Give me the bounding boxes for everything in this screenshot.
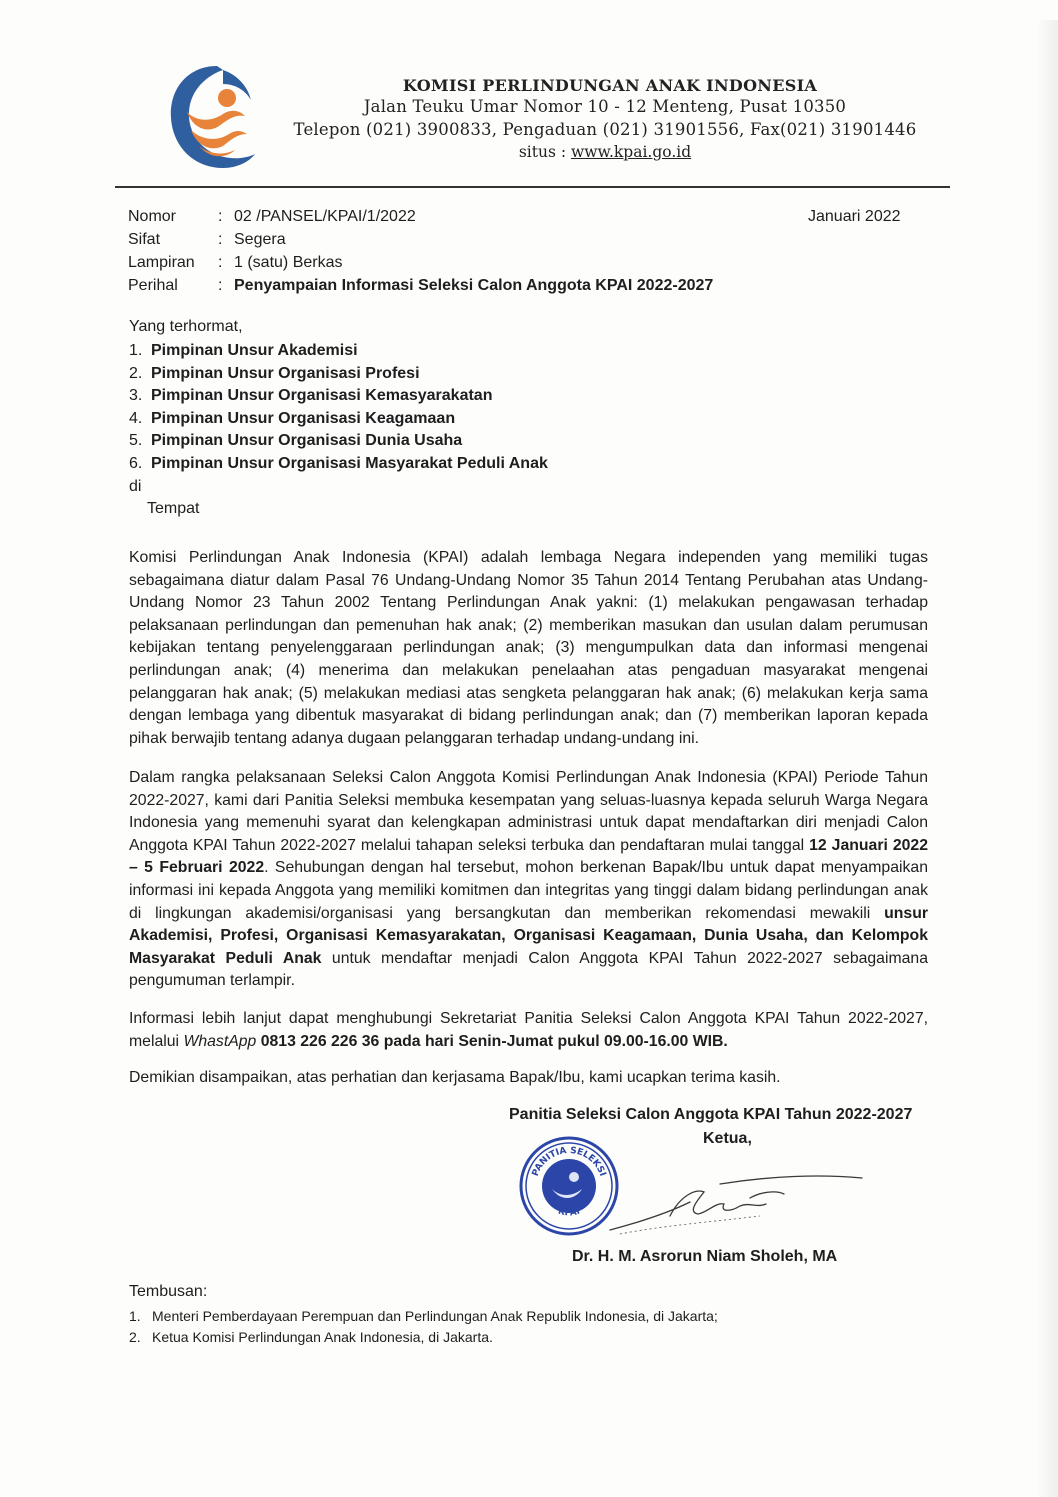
paragraph-text: . Sehubungan dengan hal tersebut, mohon berkenan Bapak/Ibu untuk dapat menyampaikan informasi ini kepada Anggota yang memiliki komitmen dan integritas yang tinggi dalam bidang perlindungan anak di lingkungan akademisi/organisasi yang bersangkutan dan memberikan rekomendasi mewakili [129, 859, 928, 922]
meta-row-nomor [128, 205, 713, 228]
recipient-text: Pimpinan Unsur Organisasi Kemasyarakatan [151, 387, 493, 405]
paragraph-text: untuk mendaftar menjadi Calon Anggota KPAI Tahun 2022-2027 sebagaimana pengumuman terlampir. [129, 949, 928, 990]
meta-value: 02 /PANSEL/KPAI/1/2022 [234, 208, 416, 225]
meta-row-perihal [128, 274, 713, 297]
list-number: 4. [129, 409, 143, 427]
recipient-text: Pimpinan Unsur Organisasi Keagamaan [151, 409, 456, 427]
list-number: 1. [129, 342, 143, 359]
meta-colon: : [218, 254, 223, 271]
handwritten-signature [600, 1172, 870, 1242]
tembusan-list [129, 1306, 718, 1348]
site-link[interactable]: www.kpai.go.id [571, 143, 692, 161]
paragraph-text: Dalam rangka pelaksanaan Seleksi Calon Anggota Komisi Perlindungan Anak Indonesia (KPAI) Periode Tahun 2022-2027, kami dari Panitia Seleksi membuka kesempatan yang seluas-luasnya kepada seluruh Warga Negara Indonesia yang memenuhi syarat dan kelengkapan administrasi untuk dapat mendaftarkan diri menjadi Calon Anggota KPAI Tahun 2022-2027 melalui tahapan seleksi terbuka dan pendaftaran mulai tanggal [129, 769, 928, 854]
meta-value: 1 (satu) Berkas [234, 254, 343, 271]
list-item [129, 1327, 718, 1348]
list-number: 2. [129, 364, 143, 382]
site-label: situs : [518, 143, 567, 161]
list-number: 1. [129, 1308, 141, 1324]
salutation: Yang terhormat, [129, 318, 243, 335]
recipient-text: Pimpinan Unsur Organisasi Dunia Usaha [151, 432, 463, 450]
meta-label: Perihal [128, 277, 178, 294]
meta-label: Nomor [128, 208, 177, 225]
list-item [129, 408, 548, 431]
recipient-list [129, 340, 548, 476]
organization-name: KOMISI PERLINDUNGAN ANAK INDONESIA [402, 76, 818, 95]
closing-paragraph: Demikian disampaikan, atas perhatian dan kerjasama Bapak/Ibu, kami ucapkan terima kasih. [129, 1069, 781, 1086]
list-number: 5. [129, 432, 143, 450]
list-item [129, 363, 548, 386]
letterhead-divider [115, 186, 950, 188]
letter-meta [128, 205, 713, 297]
recipient-text: Pimpinan Unsur Organisasi Masyarakat Peduli Anak [151, 454, 548, 472]
organization-contact: Telepon (021) 3900833, Pengaduan (021) 31901556, Fax(021) 31901446 [293, 120, 917, 139]
whatsapp-label: WhastApp [183, 1032, 257, 1050]
meta-value-subject: Penyampaian Informasi Seleksi Calon Anggota KPAI 2022-2027 [234, 277, 714, 294]
body-paragraph-3 [129, 1008, 928, 1053]
organization-address: Jalan Teuku Umar Nomor 10 - 12 Menteng, Pusat 10350 [363, 97, 847, 116]
contact-hours: 0813 226 226 36 pada hari Senin-Jumat pukul 09.00-16.00 WIB. [256, 1032, 728, 1050]
meta-row-lampiran [128, 251, 713, 274]
organization-site [280, 141, 930, 164]
list-item [129, 340, 548, 363]
meta-value: Segera [234, 231, 286, 248]
meta-colon: : [218, 277, 223, 294]
body-paragraph-2 [129, 767, 928, 993]
list-number: 6. [129, 454, 143, 472]
registration-period: 12 Januari 2022 – 5 Februari 2022 [129, 836, 928, 877]
list-item [129, 453, 548, 476]
tembusan-label: Tembusan: [129, 1283, 208, 1300]
list-item [129, 430, 548, 453]
kpai-logo-icon [165, 60, 257, 175]
paragraph-text: Informasi lebih lanjut dapat menghubungi Sekretariat Panitia Seleksi Calon Anggota KPAI Tahun 2022-2027, melalui [129, 1010, 928, 1050]
di-label: di [129, 478, 142, 495]
signature-role: Ketua, [703, 1130, 752, 1147]
meta-colon: : [218, 231, 223, 248]
recipient-text: Pimpinan Unsur Akademisi [151, 342, 358, 359]
list-number: 3. [129, 387, 143, 405]
meta-label: Lampiran [128, 254, 195, 271]
stamp-text-bottom: KPAI [556, 1206, 582, 1219]
tempat-label: Tempat [147, 500, 200, 517]
signature-committee: Panitia Seleksi Calon Anggota KPAI Tahun 2022-2027 [509, 1106, 913, 1123]
body-paragraph-1: Komisi Perlindungan Anak Indonesia (KPAI) adalah lembaga Negara independen yang memiliki tugas sebagaimana diatur dalam Pasal 76 Undang-Undang Nomor 35 Tahun 2014 Tentang Perubahan atas Undang-Undang Nomor 23 Tahun 2002 Tentang Perlindungan Anak yakni: (1) melakukan pengawasan terhadap pelaksanaan perlindungan dan pemenuhan hak anak; (2) memberikan masukan dan usulan dalam perumusan kebijakan tentang penyelenggaraan perlindungan anak; (3) mengumpulkan data dan informasi mengenai perlindungan anak; (4) menerima dan melakukan penelaahan atas pengaduan masyarakat mengenai pelanggaran hak anak; (5) melakukan mediasi atas sengketa pelanggaran hak anak; (6) melakukan kerja sama dengan lembaga yang dibentuk masyarakat di bidang perlindungan anak; dan (7) memberikan laporan kepada pihak berwajib tentang adanya dugaan pelanggaran terhadap undang-undang ini. [129, 549, 928, 747]
letter-date: Januari 2022 [808, 208, 901, 225]
list-item [129, 1306, 718, 1327]
recipient-text: Pimpinan Unsur Organisasi Profesi [151, 364, 420, 382]
meta-label: Sifat [128, 231, 161, 248]
meta-colon: : [218, 208, 223, 225]
represented-elements: unsur Akademisi, Profesi, Organisasi Kemasyarakatan, Organisasi Keagamaan, Dunia Usaha, dan Kelompok Masyarakat Peduli Anak [129, 904, 928, 967]
cc-text: Ketua Komisi Perlindungan Anak Indonesia, di Jakarta. [152, 1329, 493, 1345]
signatory-name: Dr. H. M. Asrorun Niam Sholeh, MA [572, 1248, 838, 1265]
meta-row-sifat [128, 228, 713, 251]
list-item [129, 385, 548, 408]
letterhead [280, 76, 930, 164]
cc-text: Menteri Pemberdayaan Perempuan dan Perlindungan Anak Republik Indonesia, di Jakarta; [152, 1308, 718, 1324]
stamp-text-top: PANITIA SELEKSI [530, 1145, 608, 1178]
scan-edge-shadow [1036, 20, 1058, 1497]
list-number: 2. [129, 1329, 141, 1345]
